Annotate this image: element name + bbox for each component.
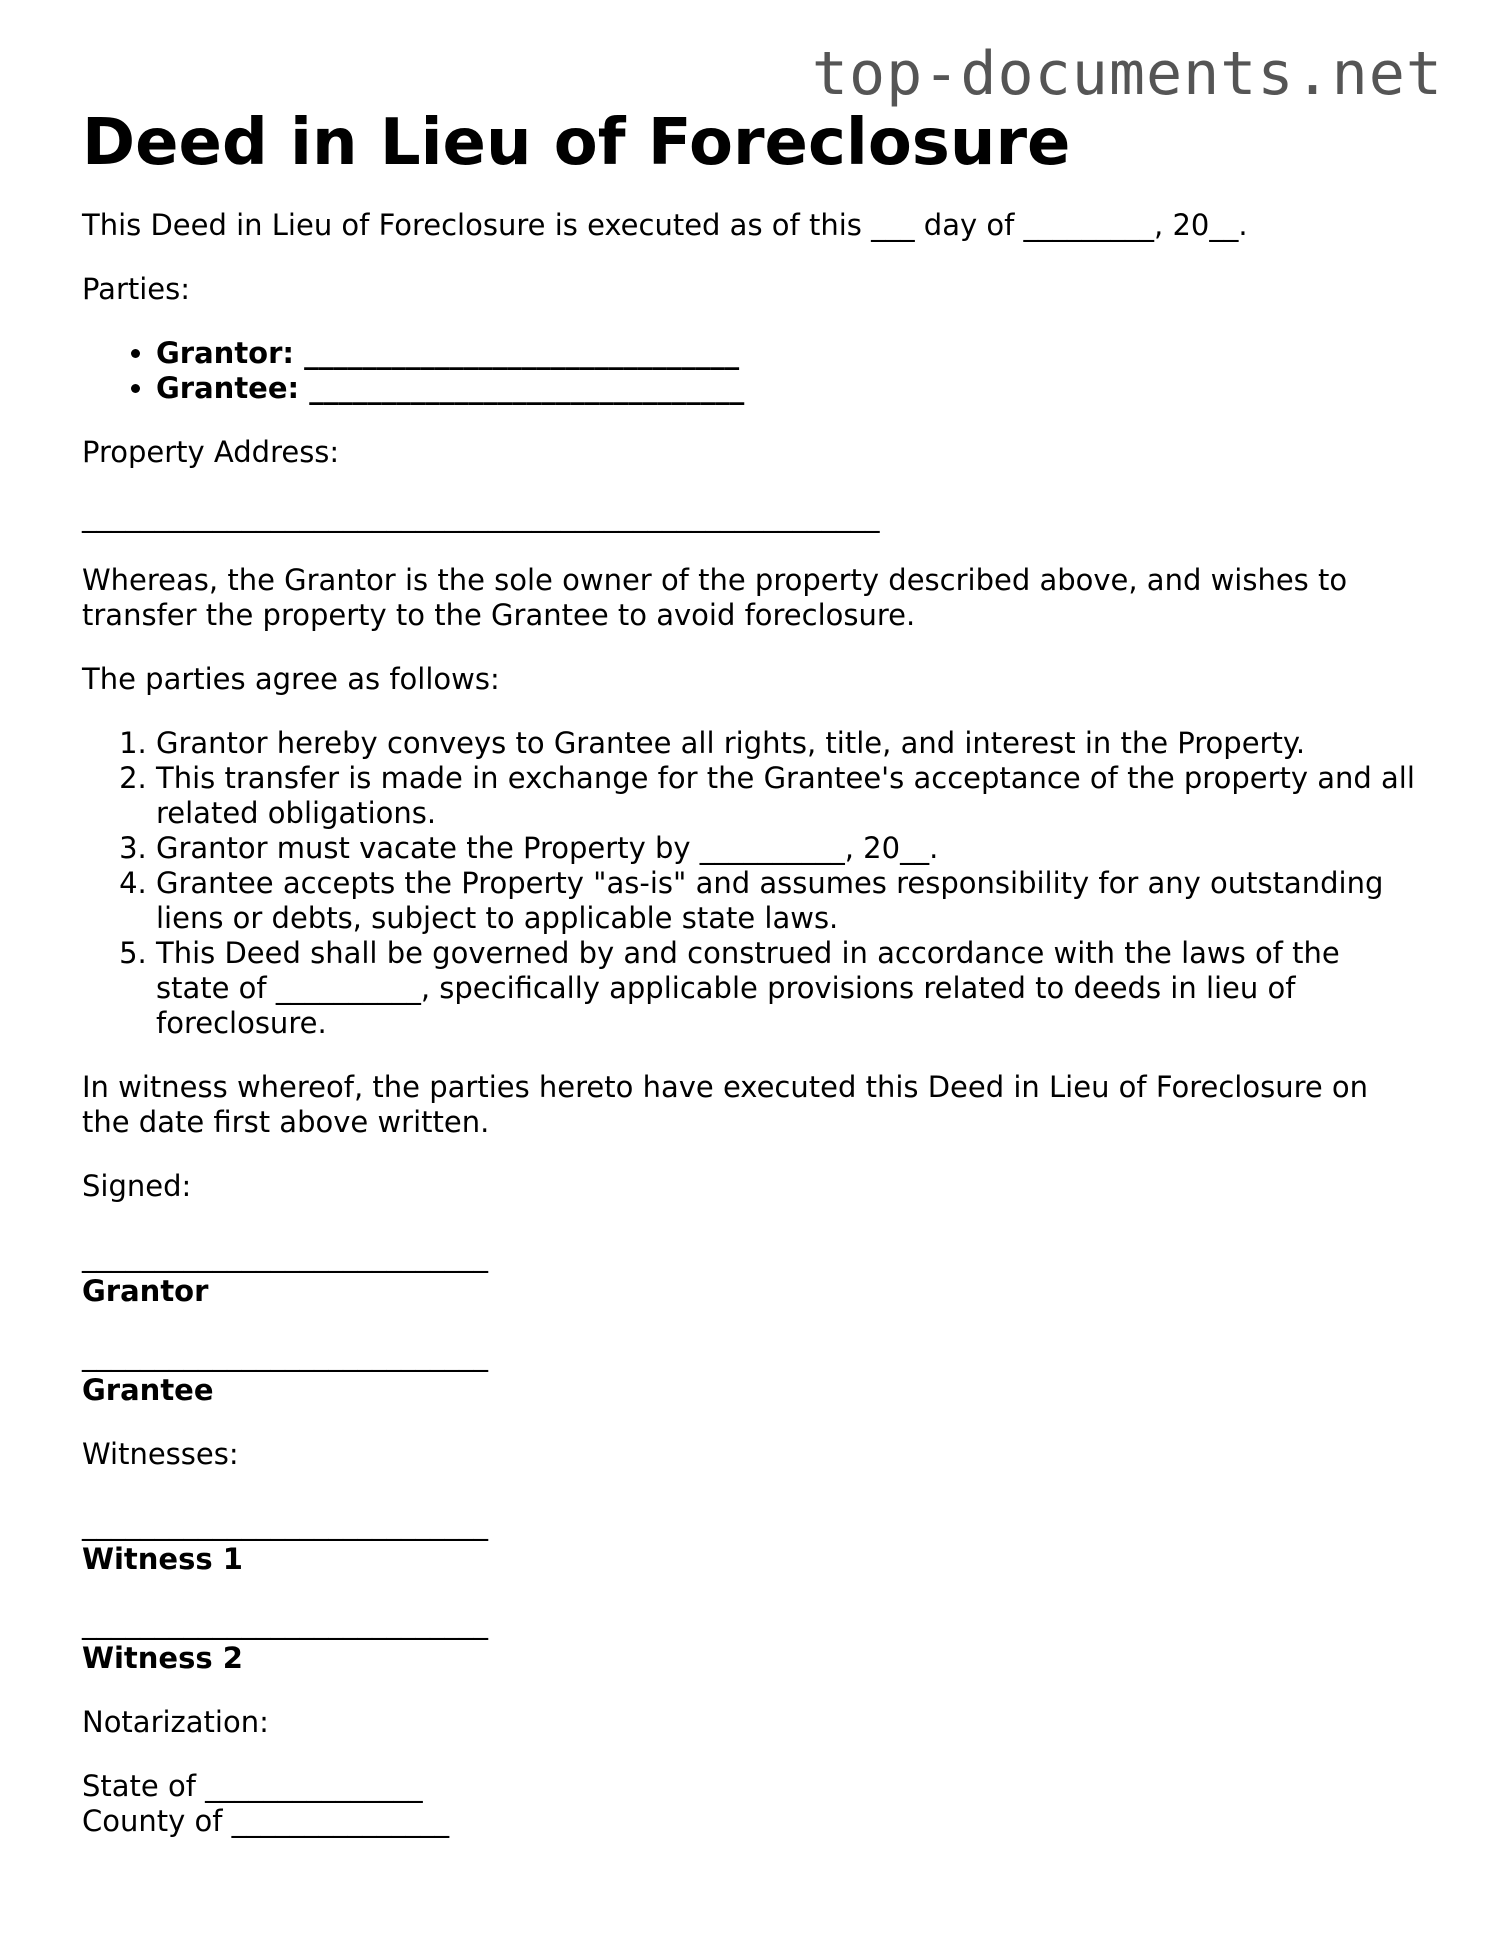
document-page — [82, 104, 1422, 1839]
parties-heading: Parties: — [82, 272, 191, 306]
witness2-signature-block — [82, 1606, 1422, 1676]
witness-clause: In witness whereof, the parties hereto have executed this Deed in Lieu of Foreclosure on the date first above written. — [82, 1070, 1369, 1139]
witness2-signature-line: ____________________________ — [82, 1606, 488, 1640]
witness1-signature-line: ____________________________ — [82, 1507, 488, 1541]
witness2-signature-label: Witness 2 — [82, 1641, 243, 1675]
terms-list — [82, 726, 1422, 1041]
notarization-heading: Notarization: — [82, 1705, 269, 1739]
term-item: 4. Grantee accepts the Property "as-is" and assumes responsibility for any outstanding liens or debts, subject to applicable state laws. — [156, 866, 1422, 936]
notary-state-line: State of _______________ — [82, 1769, 423, 1803]
document-title: Deed in Lieu of Foreclosure — [82, 106, 1071, 180]
property-heading: Property Address: — [82, 435, 340, 469]
watermark: top-documents.net — [811, 39, 1443, 109]
term-item: 5. This Deed shall be governed by and construed in accordance with the laws of the state of __________, specifically applicable provisions related to deeds in lieu of foreclosure. — [156, 936, 1422, 1041]
witness1-signature-label: Witness 1 — [82, 1542, 243, 1576]
grantee-label: Grantee: — [156, 371, 300, 405]
notarization-block — [82, 1769, 1422, 1839]
grantee-item — [156, 371, 1422, 406]
whereas-paragraph: Whereas, the Grantor is the sole owner of the property described above, and wishes to transfer the property to the Grantee to avoid foreclosure. — [82, 563, 1348, 632]
grantor-signature-line: ____________________________ — [82, 1239, 488, 1273]
grantor-item — [156, 336, 1422, 371]
witnesses-heading: Witnesses: — [82, 1437, 239, 1471]
term-item: 3. Grantor must vacate the Property by __________, 20__. — [156, 831, 1422, 866]
grantor-signature-label: Grantor — [82, 1274, 209, 1308]
grantee-blank: ______________________________ — [299, 371, 745, 405]
intro-paragraph: This Deed in Lieu of Foreclosure is executed as of this ___ day of _________, 20__. — [82, 208, 1248, 242]
grantor-label: Grantor: — [156, 336, 295, 370]
grantee-signature-block — [82, 1338, 1422, 1408]
parties-list — [82, 336, 1422, 406]
notary-county-line: County of _______________ — [82, 1804, 450, 1838]
grantor-blank: ______________________________ — [294, 336, 740, 370]
agree-heading: The parties agree as follows: — [82, 662, 500, 696]
grantee-signature-label: Grantee — [82, 1373, 214, 1407]
term-item: 2. This transfer is made in exchange for the Grantee's acceptance of the property and all related obligations. — [156, 761, 1422, 831]
property-address-blank: _______________________________________________________ — [82, 499, 880, 533]
witness1-signature-block — [82, 1472, 1422, 1577]
term-item: 1. Grantor hereby conveys to Grantee all rights, title, and interest in the Property. — [156, 726, 1422, 761]
grantee-signature-line: ____________________________ — [82, 1338, 488, 1372]
grantor-signature-block — [82, 1204, 1422, 1309]
signed-heading: Signed: — [82, 1169, 192, 1203]
